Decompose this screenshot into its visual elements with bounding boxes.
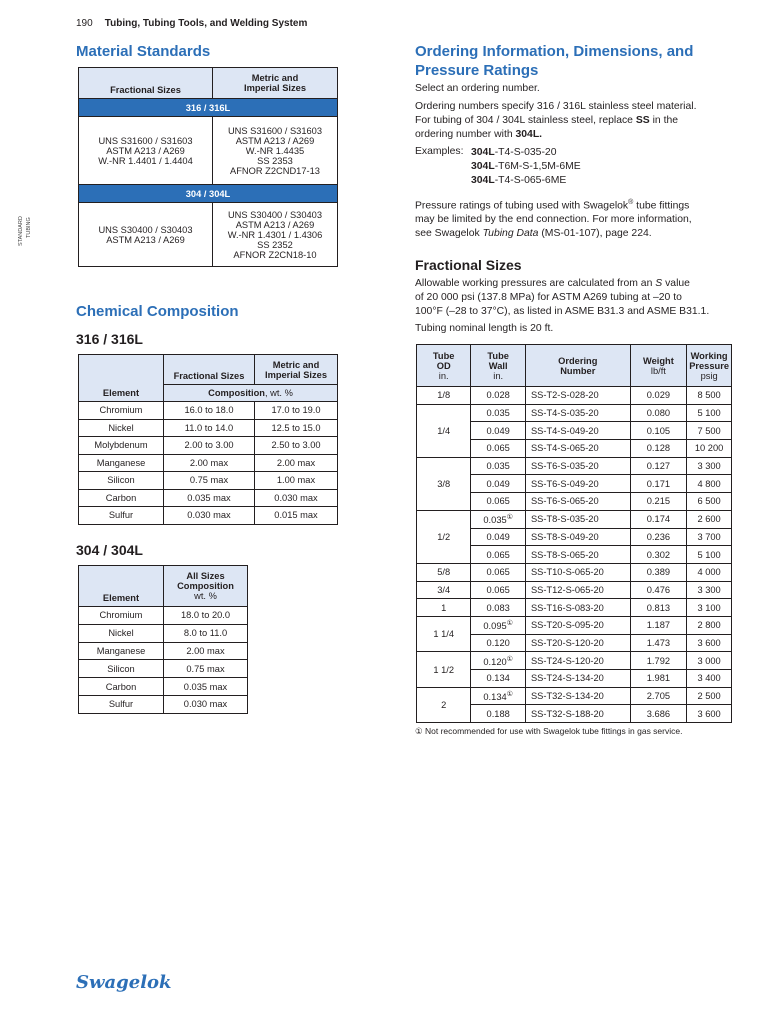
od-line1: Tube (432, 350, 455, 361)
table-row (79, 437, 338, 455)
tube-wall-cell (471, 475, 526, 493)
standard-line: ASTM A213 / A269 (106, 145, 185, 156)
ordering-number-cell: SS-T8-S-065-20 (525, 546, 630, 564)
fractional-body (417, 387, 732, 723)
wall-value: 0.065 (486, 443, 510, 454)
table-row (79, 507, 338, 525)
standard-line: UNS S30400 / S30403 (227, 209, 323, 220)
wall-line1: Tube (487, 350, 509, 361)
standard-line: W.-NR 1.4301 / 1.4306 (227, 229, 323, 240)
swagelok-logo (76, 972, 172, 993)
col-metric-line1: Metric and (251, 73, 299, 83)
tube-od-cell: 1/4 (417, 404, 471, 457)
tube-wall-cell (471, 634, 526, 652)
metric-value: 0.030 max (255, 489, 338, 507)
specify-line3 (415, 128, 755, 142)
table-row (79, 678, 248, 696)
element-cell: Silicon (79, 660, 164, 678)
ordering-number-cell: SS-T24-S-120-20 (525, 652, 630, 670)
registered-mark: ® (628, 199, 634, 206)
col-all-line1: All Sizes (186, 571, 225, 581)
material-standards-heading: Material Standards (76, 43, 211, 60)
tube-wall-cell (471, 457, 526, 475)
working-pressure-cell: 3 000 (687, 652, 732, 670)
ordering-number-cell: SS-T6-S-035-20 (525, 457, 630, 475)
wall-value: 0.095 (483, 621, 507, 632)
weight-cell: 3.686 (630, 705, 687, 723)
specify-line3-a: ordering number with (415, 129, 516, 140)
table-row (79, 695, 248, 713)
chem-304-body (79, 607, 248, 714)
weight-cell: 0.174 (630, 510, 687, 528)
ordering-heading-line2: Pressure Ratings (415, 62, 539, 79)
standard-line: W.-NR 1.4401 / 1.4404 (98, 155, 193, 166)
footnote: ① Not recommended for use with Swagelok tube fittings in gas service. (415, 726, 683, 736)
working-pressure-cell: 3 600 (687, 705, 732, 723)
element-cell: Nickel (79, 624, 164, 642)
example-rest: -T4-S-065-6ME (494, 175, 567, 186)
col-metric (255, 355, 338, 385)
tube-wall-cell (471, 528, 526, 546)
wall-value: 0.065 (486, 549, 510, 560)
element-cell: Chromium (79, 607, 164, 625)
standard-line: ASTM A213 / A269 (235, 219, 315, 230)
tube-wall-cell (471, 493, 526, 511)
col-metric-line2: Imperial Sizes (243, 83, 306, 93)
table-row (79, 489, 338, 507)
element-cell: Sulfur (79, 507, 164, 525)
fractional-value: 2.00 max (164, 454, 255, 472)
ordering-number-cell: SS-T20-S-120-20 (525, 634, 630, 652)
composition-value: 0.030 max (164, 695, 248, 713)
working-pressure-cell: 3 300 (687, 457, 732, 475)
standard-line: UNS S30400 / S30403 (98, 224, 193, 235)
footnote-marker: ① (506, 514, 513, 522)
table-header-row (417, 345, 732, 387)
tube-wall-cell (471, 616, 526, 634)
wall-units: in. (493, 370, 504, 381)
examples-list (471, 146, 581, 188)
tube-od-cell: 1/8 (417, 387, 471, 405)
t304-title: 304 / 304L (76, 542, 143, 558)
element-cell: Manganese (79, 454, 164, 472)
wall-value: 0.035 (486, 408, 510, 419)
pressure-note-line2: may be limited by the end connection. For more information, (415, 214, 692, 226)
frac-p2: Tubing nominal length is 20 ft. (415, 323, 554, 334)
col-metric-imperial (213, 68, 338, 99)
working-pressure-cell: 6 500 (687, 493, 732, 511)
col-fractional: Fractional Sizes (164, 355, 255, 385)
table-row (417, 616, 732, 634)
element-cell: Carbon (79, 489, 164, 507)
standards-304-fractional (79, 203, 213, 267)
element-cell: Carbon (79, 678, 164, 696)
fractional-value: 0.030 max (164, 507, 255, 525)
tube-wall-cell (471, 404, 526, 422)
example-line (471, 160, 581, 174)
table-row (417, 652, 732, 670)
working-pressure-cell: 4 800 (687, 475, 732, 493)
col-ordering-number (525, 345, 630, 387)
fractional-value: 11.0 to 14.0 (164, 419, 255, 437)
standard-line: UNS S31600 / S31603 (227, 125, 323, 136)
wall-value: 0.065 (486, 584, 510, 595)
specify-line2-c: in the (649, 115, 679, 126)
wall-line2: Wall (488, 360, 508, 371)
table-row (417, 581, 732, 599)
ordering-number-cell: SS-T4-S-065-20 (525, 440, 630, 458)
example-prefix: 304L (471, 161, 495, 172)
ordering-number-cell: SS-T4-S-049-20 (525, 422, 630, 440)
composition-bold: Composition (208, 388, 265, 398)
select-text: Select an ordering number. (415, 83, 540, 94)
fractional-value: 0.75 max (164, 472, 255, 490)
ordering-number-cell: SS-T12-S-065-20 (525, 581, 630, 599)
wall-value: 0.049 (486, 425, 510, 436)
weight-cell: 1.473 (630, 634, 687, 652)
tube-wall-cell (471, 440, 526, 458)
col-fractional-sizes: Fractional Sizes (79, 68, 213, 99)
metric-value: 2.50 to 3.00 (255, 437, 338, 455)
ordering-heading (415, 42, 755, 80)
chem-316-body (79, 402, 338, 525)
ordering-number-cell: SS-T6-S-065-20 (525, 493, 630, 511)
composition-label (164, 385, 338, 402)
weight-cell: 0.080 (630, 404, 687, 422)
chem-304-table (78, 565, 248, 714)
wall-value: 0.120 (486, 637, 510, 648)
logo-text: Swagelok (76, 972, 172, 993)
footnote-marker: ① (506, 620, 513, 628)
element-cell: Molybdenum (79, 437, 164, 455)
ordering-number-cell: SS-T32-S-134-20 (525, 687, 630, 705)
frac-p1-a: Allowable working pressures are calculated from an (415, 278, 656, 289)
table-row (417, 404, 732, 422)
example-line (471, 174, 581, 188)
wall-value: 0.134 (483, 692, 507, 703)
example-prefix: 304L (471, 175, 495, 186)
standard-line: SS 2352 (257, 239, 293, 250)
band-304: 304 / 304L (79, 185, 338, 203)
weight-cell: 0.128 (630, 440, 687, 458)
working-pressure-cell: 2 800 (687, 616, 732, 634)
table-header-row (79, 355, 338, 385)
fractional-value: 16.0 to 18.0 (164, 402, 255, 420)
weight-cell: 1.981 (630, 670, 687, 688)
ordering-number-cell: SS-T10-S-065-20 (525, 563, 630, 581)
working-pressure-cell: 2 600 (687, 510, 732, 528)
wall-value: 0.035 (483, 515, 507, 526)
pressure-note-line1 (415, 196, 755, 213)
col-metric-line2: Imperial Sizes (264, 369, 327, 380)
wall-value: 0.049 (486, 478, 510, 489)
side-tab (16, 204, 38, 244)
material-standards-table (78, 67, 338, 267)
specify-line3-b: 304L. (515, 129, 543, 140)
wall-value: 0.035 (486, 461, 510, 472)
pr-line3-b: Tubing Data (482, 228, 539, 240)
standards-316-fractional (79, 117, 213, 185)
ordering-number-cell: SS-T6-S-049-20 (525, 475, 630, 493)
tube-od-cell: 1 1/2 (417, 652, 471, 687)
specify-line2 (415, 114, 755, 128)
tube-od-cell: 2 (417, 687, 471, 722)
working-pressure-cell: 3 400 (687, 670, 732, 688)
standard-line: AFNOR Z2CND17-13 (230, 165, 320, 176)
specify-line1: Ordering numbers specify 316 / 316L stainless steel material. (415, 101, 697, 112)
weight-cell: 1.187 (630, 616, 687, 634)
standard-line: ASTM A213 / A269 (235, 135, 315, 146)
specify-line2-a: For tubing of 304 / 304L stainless steel, replace (415, 115, 636, 126)
working-pressure-cell: 8 500 (687, 387, 732, 405)
working-pressure-cell: 3 100 (687, 599, 732, 617)
working-pressure-cell: 7 500 (687, 422, 732, 440)
example-rest: -T4-S-035-20 (494, 147, 557, 158)
table-row (417, 599, 732, 617)
header-title: Tubing, Tubing Tools, and Welding System (104, 18, 308, 29)
side-tab-line2: TUBING (26, 217, 32, 238)
element-cell: Nickel (79, 419, 164, 437)
band-316: 316 / 316L (79, 99, 338, 117)
frac-p1-line3: 100°F (–28 to 37°C), as listed in ASME B31.3 and ASME B31.1. (415, 306, 710, 317)
col-all-line3: wt. % (194, 591, 217, 601)
examples-label: Examples: (415, 146, 464, 157)
tube-wall-cell (471, 563, 526, 581)
footnote-marker: ① (506, 690, 513, 698)
wall-value: 0.065 (486, 496, 510, 507)
fractional-text (415, 277, 755, 336)
weight-cell: 0.127 (630, 457, 687, 475)
table-row (79, 454, 338, 472)
ordering-heading-line1: Ordering Information, Dimensions, and (415, 43, 694, 60)
standard-line: W.-NR 1.4435 (245, 145, 305, 156)
example-line (471, 146, 581, 160)
col-weight (630, 345, 687, 387)
fractional-sizes-table (416, 344, 732, 723)
wall-value: 0.028 (486, 390, 510, 401)
pr-line1-b: tube fittings (633, 200, 690, 212)
table-header-row (79, 566, 248, 607)
table-row (79, 642, 248, 660)
fractional-value: 2.00 to 3.00 (164, 437, 255, 455)
wt-units: lb/ft (650, 365, 666, 376)
wall-value: 0.188 (486, 708, 510, 719)
weight-cell: 0.389 (630, 563, 687, 581)
metric-value: 1.00 max (255, 472, 338, 490)
standard-line: SS 2353 (257, 155, 293, 166)
side-tab-line1: STANDARD (18, 216, 24, 246)
table-row (79, 660, 248, 678)
table-row (79, 624, 248, 642)
wall-value: 0.083 (486, 602, 510, 613)
table-row (79, 472, 338, 490)
metric-value: 0.015 max (255, 507, 338, 525)
tube-wall-cell (471, 705, 526, 723)
chemical-composition-heading: Chemical Composition (76, 303, 239, 320)
weight-cell: 0.029 (630, 387, 687, 405)
example-prefix: 304L (471, 147, 495, 158)
wp-line1: Working (690, 350, 728, 361)
specify-line2-b: SS (635, 115, 650, 126)
weight-cell: 2.705 (630, 687, 687, 705)
weight-cell: 0.302 (630, 546, 687, 564)
tube-od-cell: 1/2 (417, 510, 471, 563)
working-pressure-cell: 3 600 (687, 634, 732, 652)
band-row-316 (79, 99, 338, 117)
tube-od-cell: 1 1/4 (417, 616, 471, 651)
table-row (417, 457, 732, 475)
table-row (79, 117, 338, 185)
tube-od-cell: 3/8 (417, 457, 471, 510)
wall-value: 0.049 (486, 531, 510, 542)
working-pressure-cell: 5 100 (687, 404, 732, 422)
standards-316-metric (213, 117, 338, 185)
table-row (79, 402, 338, 420)
element-cell: Sulfur (79, 695, 164, 713)
footnote-marker: ① (506, 655, 513, 663)
ord-line1: Ordering (558, 355, 598, 366)
tube-od-cell: 1 (417, 599, 471, 617)
fractional-sizes-heading: Fractional Sizes (415, 257, 522, 273)
wp-units: psig (700, 370, 718, 381)
working-pressure-cell: 3 300 (687, 581, 732, 599)
frac-p1-s: S (655, 278, 663, 289)
band-row-304 (79, 185, 338, 203)
weight-cell: 0.215 (630, 493, 687, 511)
pr-line3-c: (MS-01-107), page 224. (538, 228, 652, 240)
wall-value: 0.120 (483, 656, 507, 667)
ordering-number-cell: SS-T16-S-083-20 (525, 599, 630, 617)
working-pressure-cell: 10 200 (687, 440, 732, 458)
tube-od-cell: 5/8 (417, 563, 471, 581)
tube-wall-cell (471, 687, 526, 705)
composition-value: 0.75 max (164, 660, 248, 678)
weight-cell: 1.792 (630, 652, 687, 670)
ordering-number-cell: SS-T8-S-049-20 (525, 528, 630, 546)
wall-value: 0.065 (486, 567, 510, 578)
tube-wall-cell (471, 546, 526, 564)
working-pressure-cell: 3 700 (687, 528, 732, 546)
tube-wall-cell (471, 599, 526, 617)
page-header (76, 18, 307, 29)
ordering-number-cell: SS-T20-S-095-20 (525, 616, 630, 634)
pressure-note-line3 (415, 227, 755, 241)
composition-value: 8.0 to 11.0 (164, 624, 248, 642)
weight-cell: 0.105 (630, 422, 687, 440)
table-row (79, 607, 248, 625)
table-row (417, 387, 732, 405)
example-rest: -T6M-S-1,5M-6ME (494, 161, 581, 172)
tube-wall-cell (471, 387, 526, 405)
frac-p1-line1 (415, 277, 755, 291)
composition-value: 0.035 max (164, 678, 248, 696)
tube-wall-cell (471, 510, 526, 528)
table-row (79, 419, 338, 437)
ordering-number-cell: SS-T4-S-035-20 (525, 404, 630, 422)
frac-p1-c: value (662, 278, 690, 289)
metric-value: 2.00 max (255, 454, 338, 472)
t316-title: 316 / 316L (76, 331, 143, 347)
chem-316-table (78, 354, 338, 525)
element-cell: Silicon (79, 472, 164, 490)
wt-line1: Weight (642, 355, 674, 366)
weight-cell: 0.236 (630, 528, 687, 546)
tube-wall-cell (471, 652, 526, 670)
weight-cell: 0.813 (630, 599, 687, 617)
pr-line3-a: see Swagelok (415, 228, 483, 240)
ord-line2: Number (560, 365, 596, 376)
tube-wall-cell (471, 581, 526, 599)
metric-value: 12.5 to 15.0 (255, 419, 338, 437)
table-row (79, 203, 338, 267)
working-pressure-cell: 2 500 (687, 687, 732, 705)
ordering-number-cell: SS-T32-S-188-20 (525, 705, 630, 723)
working-pressure-cell: 5 100 (687, 546, 732, 564)
frac-p1-line2: of 20 000 psi (137.8 MPa) for ASTM A269 tubing at –20 to (415, 292, 682, 303)
standard-line: AFNOR Z2CN18-10 (233, 249, 317, 260)
wp-line2: Pressure (689, 360, 729, 371)
ordering-number-cell: SS-T2-S-028-20 (525, 387, 630, 405)
col-tube-wall (471, 345, 526, 387)
fractional-value: 0.035 max (164, 489, 255, 507)
weight-cell: 0.476 (630, 581, 687, 599)
ordering-text (415, 82, 755, 241)
ordering-number-cell: SS-T8-S-035-20 (525, 510, 630, 528)
col-tube-od (417, 345, 471, 387)
table-row (417, 510, 732, 528)
col-element: Element (79, 355, 164, 402)
standard-line: UNS S31600 / S31603 (98, 135, 193, 146)
wall-value: 0.134 (486, 673, 510, 684)
pr-line1-a: Pressure ratings of tubing used with Swagelok (415, 200, 629, 212)
col-working-pressure (687, 345, 732, 387)
tube-wall-cell (471, 670, 526, 688)
col-metric-line1: Metric and (272, 359, 320, 370)
page-number: 190 (76, 18, 93, 29)
weight-cell: 0.171 (630, 475, 687, 493)
composition-value: 18.0 to 20.0 (164, 607, 248, 625)
metric-value: 17.0 to 19.0 (255, 402, 338, 420)
table-header-row (79, 68, 338, 99)
col-all-line2: Composition (177, 581, 234, 591)
examples-block (415, 146, 755, 188)
ordering-number-cell: SS-T24-S-134-20 (525, 670, 630, 688)
composition-value: 2.00 max (164, 642, 248, 660)
table-row (417, 687, 732, 705)
element-cell: Manganese (79, 642, 164, 660)
standard-line: ASTM A213 / A269 (106, 234, 185, 245)
col-all-sizes (164, 566, 248, 607)
standards-304-metric (213, 203, 338, 267)
od-units: in. (438, 370, 449, 381)
tube-od-cell: 3/4 (417, 581, 471, 599)
col-element: Element (79, 566, 164, 607)
element-cell: Chromium (79, 402, 164, 420)
table-row (417, 563, 732, 581)
composition-units: , wt. % (264, 388, 293, 398)
od-line2: OD (436, 360, 451, 371)
tube-wall-cell (471, 422, 526, 440)
working-pressure-cell: 4 000 (687, 563, 732, 581)
